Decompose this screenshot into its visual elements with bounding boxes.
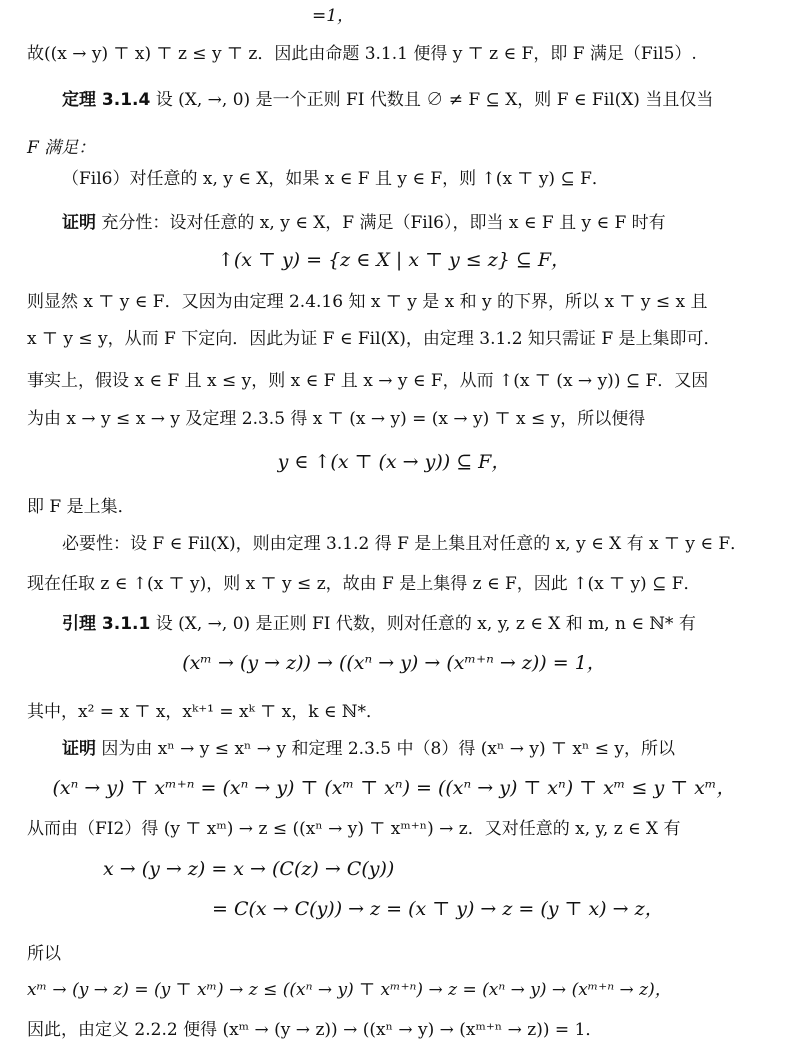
display-eq-2: y ∈ ↑(x ⊤ (x → y)) ⊆ F， — [277, 451, 511, 473]
display-eq-4: (xⁿ → y) ⊤ xᵐ⁺ⁿ = (xⁿ → y) ⊤ (xᵐ ⊤ xⁿ) = ((xⁿ → y) ⊤ xⁿ) ⊤ xᵐ ≤ y ⊤ xᵐ， — [52, 777, 736, 799]
text-line-18: 其中，x² = x ⊤ x，xᵏ⁺¹ = xᵏ ⊤ x，k ∈ ℕ*． — [27, 702, 383, 722]
text-line-8: 则显然 x ⊤ y ∈ F．又因为由定理 2.4.16 知 x ⊤ y 是 x 和 y 的下界，所以 x ⊤ y ≤ x 且 — [27, 292, 708, 312]
text-line-21: 从而由（FI2）得 (y ⊤ xᵐ) → z ≤ ((xⁿ → y) ⊤ xᵐ⁺ⁿ) → z．又对任意的 x, y, z ∈ X 有 — [27, 819, 681, 839]
lemma-label: 引理 3.1.1 — [62, 614, 151, 634]
text-line-11: 为由 x → y ≤ x → y 及定理 2.3.5 得 x ⊤ (x → y) = (x → y) ⊤ x ≤ y，所以便得 — [27, 409, 646, 429]
lemma-3-1-1: 引理 3.1.1 设 (X, →, 0) 是正则 FI 代数，则对任意的 x, y, z ∈ X 和 m, n ∈ ℕ* 有 — [62, 614, 696, 634]
display-eq-5b: = C(x → C(y)) → z = (x ⊤ y) → z = (y ⊤ x) → z， — [212, 898, 664, 920]
display-eq-6: xᵐ → (y → z) = (y ⊤ xᵐ) → z ≤ ((xⁿ → y) ⊤ xᵐ⁺ⁿ) → z = (xⁿ → y) → (xᵐ⁺ⁿ → z)， — [27, 980, 672, 1000]
text-line-10: 事实上，假设 x ∈ F 且 x ≤ y，则 x ∈ F 且 x → y ∈ F，从而 ↑(x ⊤ (x → y)) ⊆ F．又因 — [27, 371, 709, 391]
proof-label: 证明 — [62, 213, 96, 233]
proof-label-2: 证明 — [62, 739, 96, 759]
text-line-4: F 满足： — [27, 138, 96, 158]
theorem-3-1-4: 定理 3.1.4 设 (X, →, 0) 是一个正则 FI 代数且 ∅ ≠ F ⊆ X，则 F ∈ Fil(X) 当且仅当 — [62, 90, 714, 110]
eq-line-1: =1， — [312, 6, 355, 26]
fil6-condition: （Fil6）对任意的 x, y ∈ X，如果 x ∈ F 且 y ∈ F，则 ↑(x ⊤ y) ⊆ F． — [62, 169, 609, 189]
text-line-13: 即 F 是上集． — [27, 497, 135, 517]
display-eq-5a: x → (y → z) = x → (C(z) → C(y)) — [103, 858, 395, 880]
display-eq-1: ↑(x ⊤ y) = {z ∈ X | x ⊤ y ≤ z} ⊆ F， — [217, 249, 571, 271]
proof-necessity: 必要性：设 F ∈ Fil(X)，则由定理 3.1.2 得 F 是上集且对任意的 x, y ∈ X 有 x ⊤ y ∈ F． — [62, 534, 748, 554]
text-line-2: 故((x → y) ⊤ x) ⊤ z ≤ y ⊤ z．因此由命题 3.1.1 便得 y ⊤ z ∈ F，即 F 满足（Fil5）. — [27, 44, 697, 64]
display-eq-3: (xᵐ → (y → z)) → ((xⁿ → y) → (xᵐ⁺ⁿ → z)) = 1， — [182, 652, 606, 674]
theorem-label: 定理 3.1.4 — [62, 90, 151, 110]
text-line-26: 因此，由定义 2.2.2 便得 (xᵐ → (y → z)) → ((xⁿ → y) → (xᵐ⁺ⁿ → z)) = 1． — [27, 1020, 603, 1040]
text-line-9: x ⊤ y ≤ y，从而 F 下定向．因此为证 F ∈ Fil(X)，由定理 3.1.2 知只需证 F 是上集即可． — [27, 329, 721, 349]
text-line-15: 现在任取 z ∈ ↑(x ⊤ y)，则 x ⊤ y ≤ z，故由 F 是上集得 z ∈ F，因此 ↑(x ⊤ y) ⊆ F． — [27, 574, 701, 594]
proof-sufficiency: 证明 充分性：设对任意的 x, y ∈ X，F 满足（Fil6），即当 x ∈ F 且 y ∈ F 时有 — [62, 213, 666, 233]
proof-lemma: 证明 因为由 xⁿ → y ≤ xⁿ → y 和定理 2.3.5 中（8）得 (xⁿ → y) ⊤ xⁿ ≤ y，所以 — [62, 739, 675, 759]
text-line-24: 所以 — [27, 944, 61, 964]
